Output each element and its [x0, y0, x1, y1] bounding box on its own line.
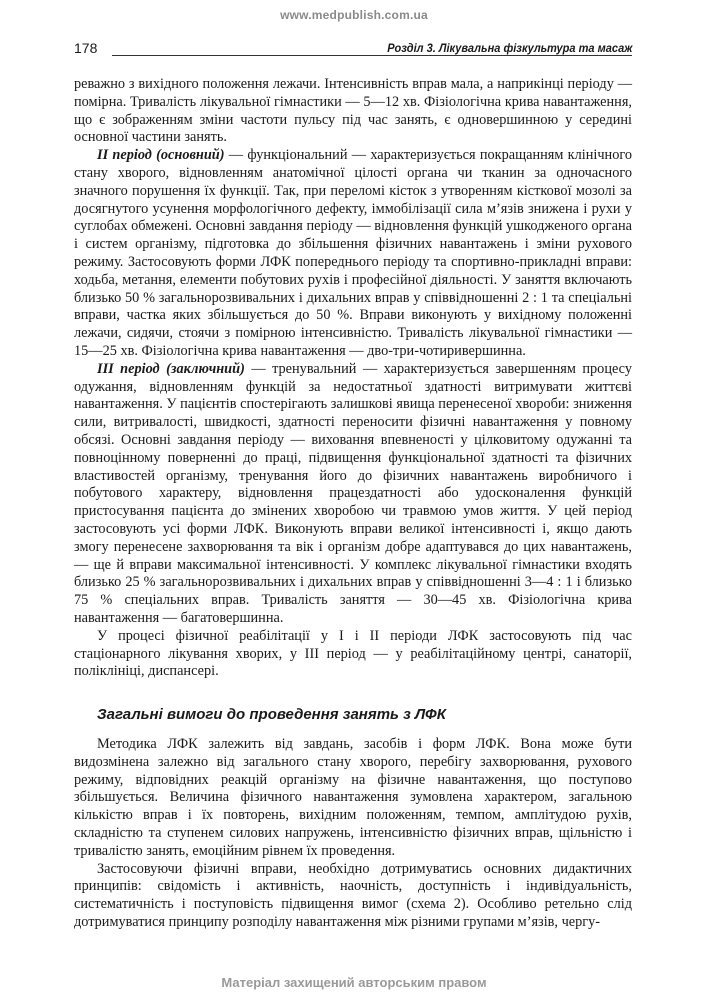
section-title: Розділ 3. Лікувальна фізкультура та масаж: [380, 41, 632, 55]
body-text-2: [74, 736, 632, 932]
period-2-text: — функціональний — характеризується покращанням клінічного стану хворого, відновленням анатомічної цілості органа чи тканин за одночасного значного порушення їх функції. Так, при переломі кісток з утворенням кісткової мозолі за досягнутого усунення морфологічного дефекту, іммобілізації сила м’язів знижена і рухи у суглобах обмежені. Основні завдання періоду — відновлення функцій ушкодженого органа і систем організму, підготовка до збільшення фізичних навантажень і зміни рухового режиму. Застосовують форми ЛФК попереднього періоду та спортивно-прикладні вправи: ходьба, метання, елементи побутових рухів і професійної діяльності. У заняття включають близько 50 % загальнорозвивальних і дихальних вправ у співвідношенні 2 : 1 та спеціальні вправи, частка яких збільшується до 50 %. Вправи виконують у вихідному положенні лежачи, сидячи, стоячи з помірною інтенсивністю. Тривалість лікувальної гімнастики — 15—25 хв. Фізіологічна крива навантаження — дво-три-чотиривершинна.: [74, 147, 632, 359]
paragraph-period-3: [74, 361, 632, 628]
period-3-text: — тренувальний — характеризується завершенням процесу одужання, відновленням функцій за недостатньої здатності витримувати життєві навантаження. У пацієнтів спостерігають залишкові явища перенесеної хвороби: зниження сили, витривалості, швидкості, здатності переносити фізичні навантаження у повному обсязі. Основні завдання періоду — виховання впевненості у цілковитому одужанні та повноцінному поверненні до праці, підвищення функціональної здатності та фізичних властивостей організму, тренування його до фізичних навантажень виробничого і побутового характеру, відновлення працездатності або удосконалення функцій пристосування пацієнта до змінених хворобою чи травмою умов життя. У цей період застосовують усі форми ЛФК. Виконують вправи великої інтенсивності і, якщо дають змогу перенесене захворювання та вік і організм добре адаптувався до цих навантажень, — ще й вправи максимальної інтенсивності. У комплекс лікувальної гімнастики входять близько 25 % загальнорозвивальних і дихальних вправ у співвідношенні 3—4 : 1 і близько 75 % спеціальних вправ. Тривалість заняття — 30—45 хв. Фізіологічна крива навантаження — багатовершинна.: [74, 360, 632, 626]
paragraph-period-2: [74, 147, 632, 361]
subheading: Загальні вимоги до проведення занять з ЛФК: [97, 706, 446, 723]
site-url[interactable]: www.medpublish.com.ua: [280, 8, 428, 22]
paragraph-principles: Застосовуючи фізичні вправи, необхідно дотримуватись основних дидактичних принципів: свідомість і активність, наочність, доступність і індивідуальність, систематичність і поступовість підвищення вимог (схема 2). Особливо ретельно слід дотримуватися принципу розподілу навантаження між різними групами м’язів, чергу-: [74, 860, 632, 930]
paragraph-continuation: реважно з вихідного положення лежачи. Інтенсивність вправ мала, а наприкінці періоду — помірна. Тривалість лікувальної гімнастики — 5—12 хв. Фізіологічна крива навантаження, що є зображенням зміни частоти пульсу під час занять, є одновершинною у середині основної частини занять.: [74, 76, 632, 146]
page-number: 178: [74, 40, 98, 56]
paragraph-rehabilitation: У процесі фізичної реабілітації у І і ІІ періоди ЛФК застосовують під час стаціонарного лікування хворих, у ІІІ період — у реабілітаційному центрі, санаторії, поліклініці, диспансері.: [74, 627, 632, 680]
body-text: [74, 76, 632, 681]
period-2-lead: ІІ період (основний): [97, 147, 225, 164]
head-rule: [112, 55, 632, 56]
copyright-note: Матеріал захищений авторським правом: [221, 975, 487, 990]
paragraph-methodology: Методика ЛФК залежить від завдань, засобів і форм ЛФК. Вона може бути видозмінена залежно від загального стану хворого, перебігу захворювання, рухового режиму, відповідних реакцій організму на фізичне навантаження, що поступово збільшується. Величина фізичного навантаження зумовлена характером, загальною кількістю вправ і їх повторень, вихідним положенням, темпом, амплітудою рухів, складністю та ступенем силових напружень, інтенсивністю фізичних вправ, щільністю і тривалістю занять, емоційним рівнем їх проведення.: [74, 736, 632, 859]
period-3-lead: ІІІ період (заключний): [97, 360, 245, 377]
running-head: [74, 40, 632, 62]
